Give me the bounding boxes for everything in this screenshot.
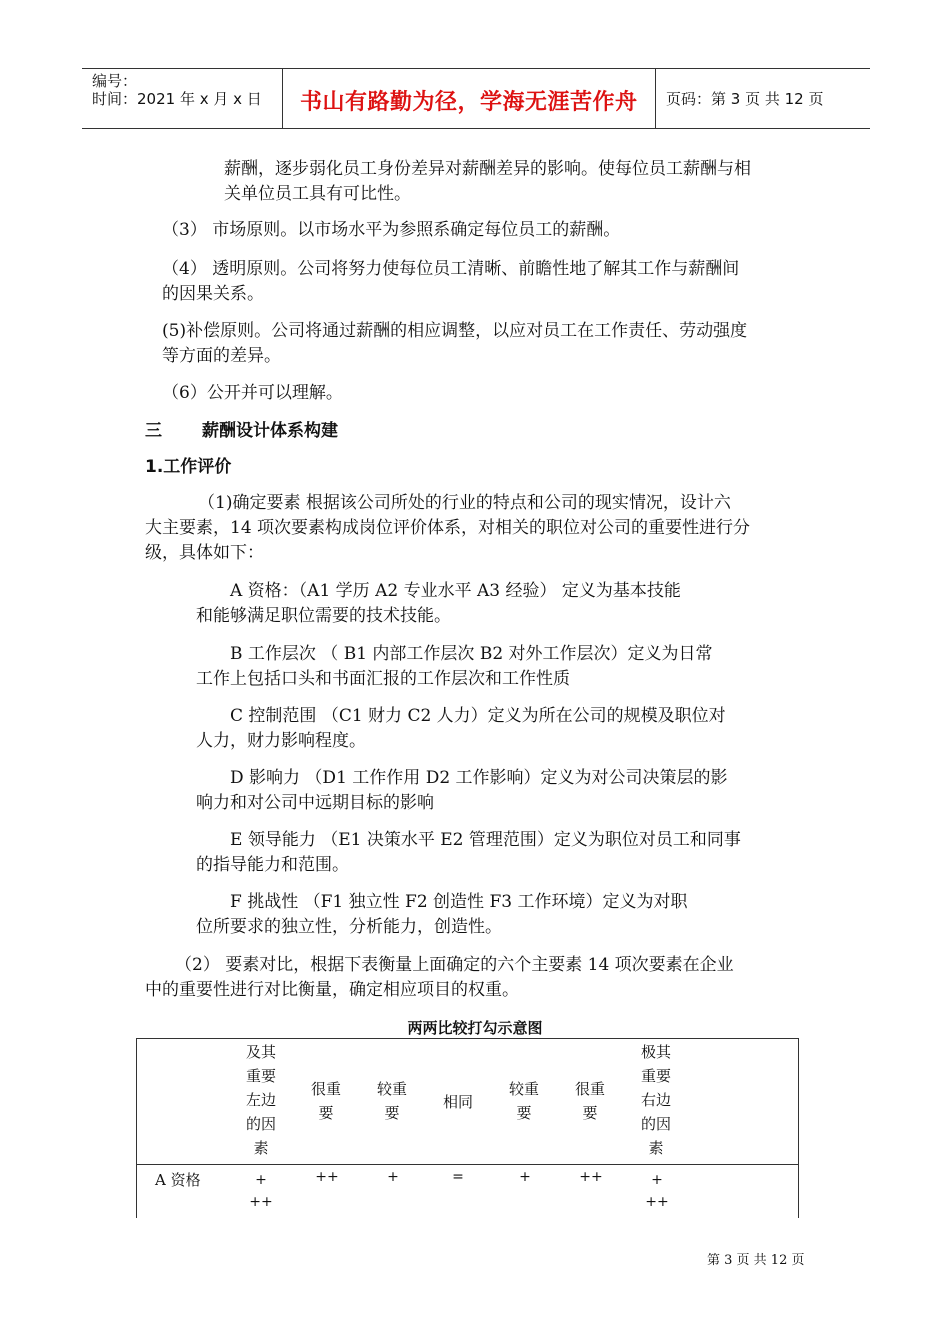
table-header-cell: 很重要 xyxy=(311,1080,342,1122)
table-border xyxy=(136,1164,799,1165)
header-divider xyxy=(282,68,283,129)
table-header-cell: 相同 xyxy=(442,1093,473,1111)
paragraph-line: （6）公开并可以理解。 xyxy=(162,383,343,403)
header-page-info: 页码：第 3 页 共 12 页 xyxy=(666,90,824,108)
table-cell: ++ xyxy=(579,1169,603,1185)
table-cell: ++ xyxy=(315,1169,339,1185)
header-divider xyxy=(655,68,656,129)
factor-c-line: C 控制范围 （C1 财力 C2 人力）定义为所在公司的规模及职位对 xyxy=(230,706,726,726)
factor-e-line: E 领导能力 （E1 决策水平 E2 管理范围）定义为职位对员工和同事 xyxy=(230,830,741,850)
paragraph-line: (5)补偿原则。公司将通过薪酬的相应调整，以应对员工在工作责任、劳动强度 xyxy=(162,321,748,341)
section-title: 薪酬设计体系构建 xyxy=(202,421,338,441)
paragraph-line: （4） 透明原则。公司将努力使每位员工清晰、前瞻性地了解其工作与薪酬间 xyxy=(162,259,740,279)
factor-c-line: 人力，财力影响程度。 xyxy=(196,731,366,751)
paragraph-line: （1)确定要素 根据该公司所处的行业的特点和公司的现实情况，设计六 xyxy=(198,493,731,513)
paragraph-line: 的因果关系。 xyxy=(162,284,264,304)
paragraph-line: 关单位员工具有可比性。 xyxy=(224,184,411,204)
factor-e-line: 的指导能力和范围。 xyxy=(196,855,349,875)
table-cell: + ++ xyxy=(249,1172,273,1210)
table-header-cell: 及其重要左边的因素 xyxy=(246,1043,277,1157)
factor-b-line: B 工作层次 （ B1 内部工作层次 B2 对外工作层次）定义为日常 xyxy=(230,644,713,664)
paragraph-line: （3） 市场原则。以市场水平为参照系确定每位员工的薪酬。 xyxy=(162,220,621,240)
table-header-cell: 较重要 xyxy=(509,1080,540,1122)
factor-b-line: 工作上包括口头和书面汇报的工作层次和工作性质 xyxy=(196,669,570,689)
factor-d-line: 响力和对公司中远期目标的影响 xyxy=(196,793,434,813)
table-border xyxy=(136,1038,799,1039)
table-cell: + xyxy=(387,1169,399,1185)
paragraph-line: 级，具体如下： xyxy=(145,543,264,563)
factor-f-line: 位所要求的独立性，分析能力，创造性。 xyxy=(196,917,502,937)
paragraph-line: （2） 要素对比，根据下表衡量上面确定的六个主要素 14 项次要素在企业 xyxy=(175,955,734,975)
paragraph-line: 大主要素，14 项次要素构成岗位评价体系，对相关的职位对公司的重要性进行分 xyxy=(145,518,751,538)
table-border xyxy=(136,1038,137,1218)
subsection-title: 1.工作评价 xyxy=(145,457,232,477)
doc-number: 编号： xyxy=(92,72,138,90)
table-row-label: A 资格 xyxy=(155,1171,201,1189)
factor-a-line: 和能够满足职位需要的技术技能。 xyxy=(196,606,451,626)
table-border xyxy=(798,1038,799,1218)
table-cell: + xyxy=(519,1169,531,1185)
doc-date: 时间：2021 年 x 月 x 日 xyxy=(92,90,262,108)
comparison-table xyxy=(136,1038,799,1338)
paragraph-line: 等方面的差异。 xyxy=(162,346,281,366)
paragraph-line: 中的重要性进行对比衡量，确定相应项目的权重。 xyxy=(145,980,519,1000)
table-caption: 两两比较打勾示意图 xyxy=(407,1019,543,1037)
section-number: 三 xyxy=(145,421,162,441)
paragraph-line: 薪酬，逐步弱化员工身份差异对薪酬差异的影响。使每位员工薪酬与相 xyxy=(224,159,751,179)
table-header-cell: 较重要 xyxy=(377,1080,408,1122)
page-footer: 第 3 页 共 12 页 xyxy=(707,1253,805,1268)
table-header-cell: 极其重要右边的因素 xyxy=(641,1043,672,1157)
factor-f-line: F 挑战性 （F1 独立性 F2 创造性 F3 工作环境）定义为对职 xyxy=(230,892,688,912)
table-cell: + ++ xyxy=(645,1172,669,1210)
header-top-rule xyxy=(82,68,870,69)
table-header-cell: 很重要 xyxy=(575,1080,606,1122)
header-bottom-rule xyxy=(82,128,870,129)
factor-d-line: D 影响力 （D1 工作作用 D2 工作影响）定义为对公司决策层的影 xyxy=(230,768,728,788)
table-cell: = xyxy=(452,1169,464,1185)
factor-a-line: A 资格：（A1 学历 A2 专业水平 A3 经验） 定义为基本技能 xyxy=(230,581,681,601)
header-motto: 书山有路勤为径，学海无涯苦作舟 xyxy=(300,90,638,115)
